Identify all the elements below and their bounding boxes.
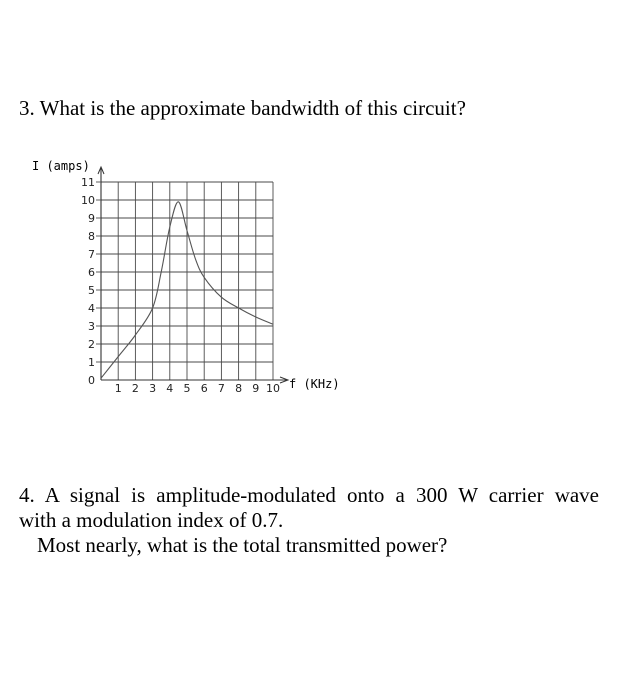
question-4-line-2: with a modulation index of 0.7. [19,508,284,532]
x-tick-label: 4 [166,382,174,395]
x-tick-label: 1 [114,382,122,395]
x-tick-label: 3 [149,382,157,395]
y-tick-labels [81,176,101,387]
y-axis-label: I (amps) [32,159,90,173]
y-tick-label: 2 [88,338,95,351]
x-tick-label: 9 [252,382,260,395]
y-tick-label: 1 [88,356,95,369]
question-4 [19,483,599,558]
y-tick-label: 5 [88,284,95,297]
x-tick-label: 10 [266,382,280,395]
y-tick-label: 8 [88,230,95,243]
question-4-line-3: Most nearly, what is the total transmitted power? [37,533,448,557]
x-tick-labels [115,382,280,395]
y-tick-label: 10 [81,194,95,207]
y-tick-label: 9 [88,212,95,225]
x-tick-label: 5 [183,382,191,395]
y-tick-label: 3 [88,320,95,333]
y-tick-label: 4 [88,302,95,315]
x-axis-label: f (KHz) [289,377,340,391]
question-4-line-1: 4. A signal is amplitude-modulated onto a 300 W carrier wave [19,483,599,507]
y-tick-label: 7 [88,248,95,261]
x-tick-label: 8 [235,382,243,395]
y-tick-label: 11 [81,176,95,189]
y-tick-label: 0 [88,374,95,387]
y-tick-label: 6 [88,266,95,279]
chart-grid [101,182,273,380]
x-tick-label: 6 [200,382,208,395]
question-3-text: 3. What is the approximate bandwidth of this circuit? [19,96,466,120]
x-tick-label: 7 [217,382,225,395]
x-tick-label: 2 [131,382,139,395]
chart-axes [98,167,288,383]
